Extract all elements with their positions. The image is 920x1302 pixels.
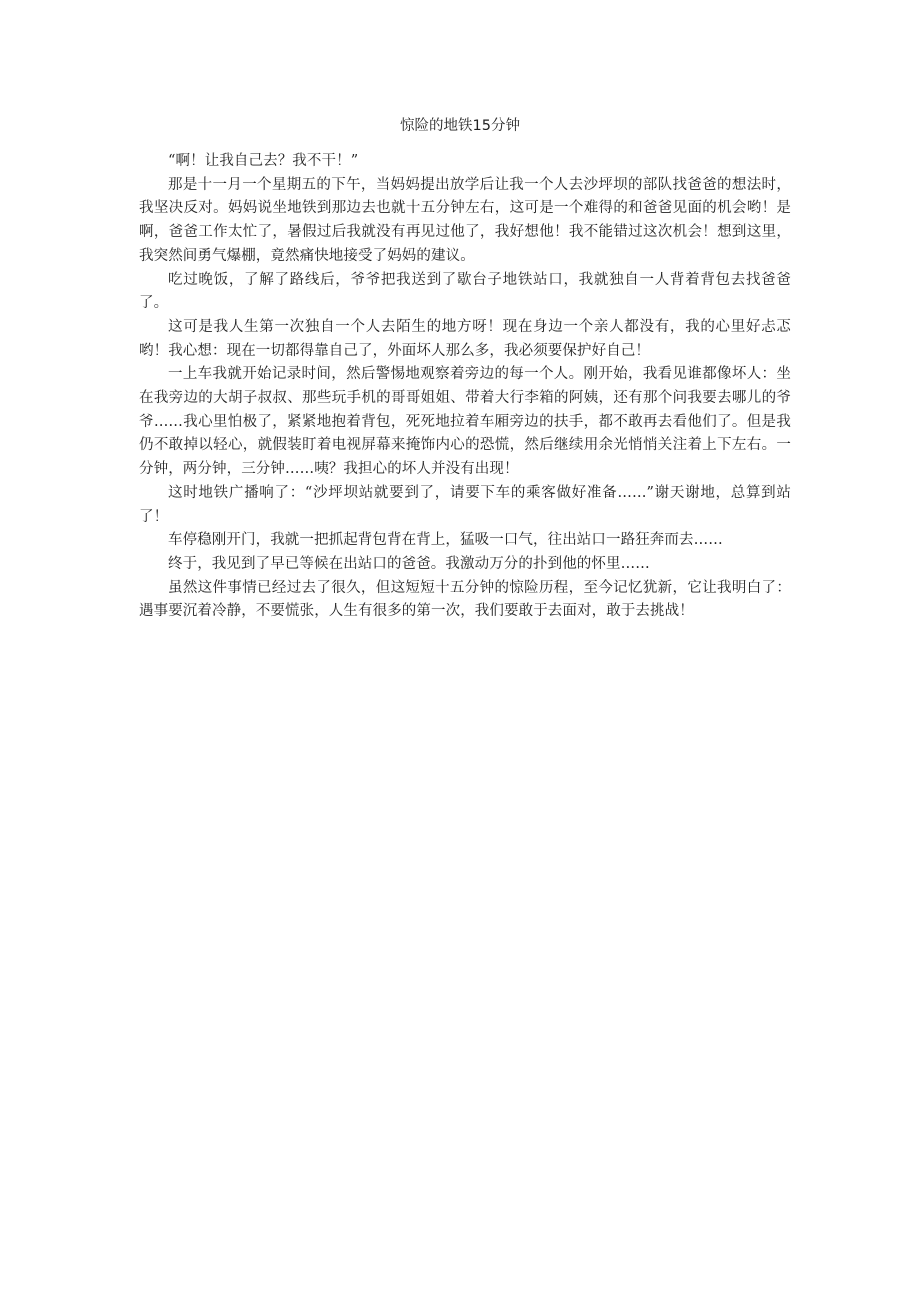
- paragraph: 虽然这件事情已经过去了很久，但这短短十五分钟的惊险历程，至今记忆犹新，它让我明白了：遇事要沉着冷静，不要慌张，人生有很多的第一次，我们要敢于去面对，敢于去挑战！: [139, 579, 791, 620]
- document-body: [139, 150, 791, 624]
- document-title: 惊险的地铁15分钟: [400, 118, 520, 134]
- paragraph: 车停稳刚开门，我就一把抓起背包背在背上，猛吸一口气，往出站口一路狂奔而去……: [168, 532, 723, 549]
- paragraph: 那是十一月一个星期五的下午，当妈妈提出放学后让我一个人去沙坪坝的部队找爸爸的想法时，我坚决反对。妈妈说坐地铁到那边去也就十五分钟左右，这可是一个难得的和爸爸见面的机会哟！是啊，爸爸工作太忙了，暑假过后我就没有再见过他了，我好想他！我不能错过这次机会！想到这里，我突然间勇气爆棚，竟然痛快地接受了妈妈的建议。: [139, 176, 791, 264]
- paragraph: “啊！让我自己去？我不干！”: [168, 153, 359, 169]
- paragraph: 终于，我见到了早已等候在出站口的爸爸。我激动万分的扑到他的怀里……: [168, 555, 650, 572]
- paragraph: 这可是我人生第一次独自一个人去陌生的地方呀！现在身边一个亲人都没有，我的心里好忐忑哟！我心想：现在一切都得靠自己了，外面坏人那么多，我必须要保护好自己！: [139, 318, 791, 359]
- paragraph: 一上车我就开始记录时间，然后警惕地观察着旁边的每一个人。刚开始，我看见谁都像坏人：坐在我旁边的大胡子叔叔、那些玩手机的哥哥姐姐、带着大行李箱的阿姨，还有那个问我要去哪儿的爷爷……我心里怕极了，紧紧地抱着背包，死死地拉着车厢旁边的扶手，都不敢再去看他们了。但是我仍不敢掉以轻心，就假装盯着电视屏幕来掩饰内心的恐慌，然后继续用余光悄悄关注着上下左右。一分钟，两分钟，三分钟……咦？我担心的坏人并没有出现！: [139, 366, 791, 478]
- paragraph: 这时地铁广播响了：“沙坪坝站就要到了，请要下车的乘客做好准备……”谢天谢地，总算到站了！: [139, 484, 791, 525]
- paragraph: 吃过晚饭，了解了路线后，爷爷把我送到了歇台子地铁站口，我就独自一人背着背包去找爸爸了。: [139, 271, 791, 312]
